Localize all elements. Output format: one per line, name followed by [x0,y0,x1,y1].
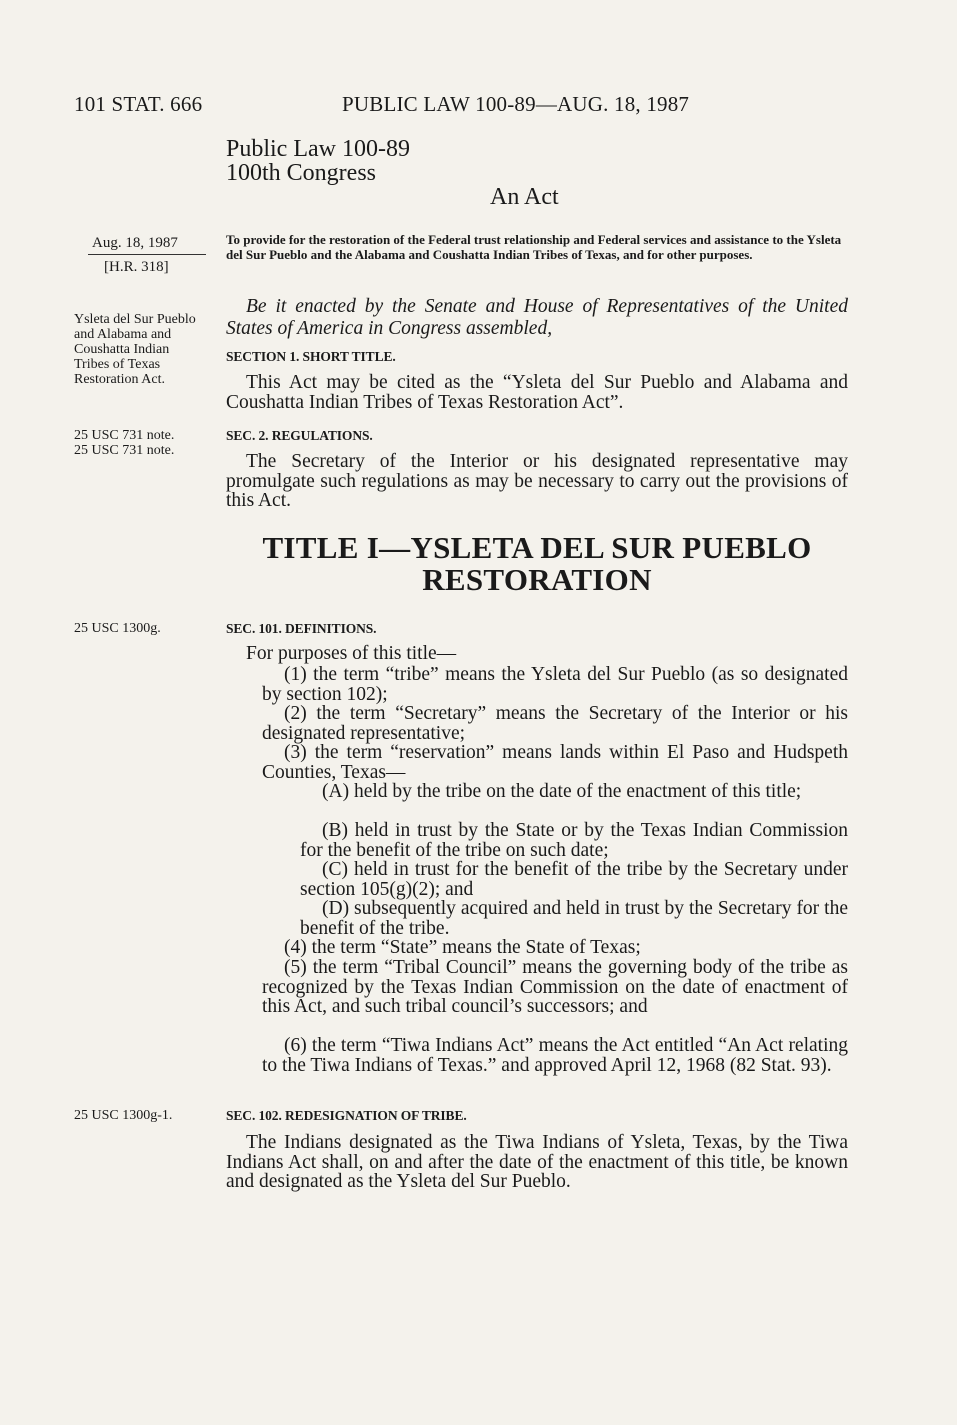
title-1-heading-line-1: TITLE I—YSLETA DEL SUR PUEBLO [262,530,812,565]
section-102-heading: SEC. 102. REDESIGNATION OF TRIBE. [226,1108,467,1123]
definition-5: (5) the term “Tribal Council” means the governing body of the tribe as recognized by the Texas Indian Commission on the date of enactment of this Act, and such tribal council’s successors; and [262,957,848,1017]
margin-usc-note-2: 25 USC 731 note. [74,443,175,458]
definition-3a: (A) held by the tribe on the date of the enactment of this title; [322,781,802,802]
section-2-heading: SEC. 2. REGULATIONS. [226,428,373,443]
running-title: PUBLIC LAW 100-89—AUG. 18, 1987 [342,92,690,116]
enacting-clause: Be it enacted by the Senate and House of Representatives of the United States of America in Congress assembled, [226,296,848,339]
section-102-text: The Indians designated as the Tiwa Indians of Ysleta, Texas, by the Tiwa Indians Act shall, on and after the date of the enactment of this title, be known and designated as the Ysleta del Sur Pueblo. [226,1132,848,1192]
definition-4: (4) the term “State” means the State of Texas; [284,937,641,958]
margin-short-title-note: Ysleta del Sur Pueblo and Alabama and Coushatta Indian Tribes of Texas Restoration Act. [74,312,196,387]
section-101-heading: SEC. 101. DEFINITIONS. [226,621,377,636]
public-law-number: Public Law 100-89 [226,136,410,162]
page-stat-reference: 101 STAT. 666 [74,92,203,116]
section-1-heading: SECTION 1. SHORT TITLE. [226,349,396,364]
margin-usc-1300g: 25 USC 1300g. [74,621,161,636]
act-purpose: To provide for the restoration of the Federal trust relationship and Federal services and assistance to the Ysleta del Sur Pueblo and the Alabama and Coushatta Indian Tribes of Texas, and for other purposes. [226,232,842,262]
definition-1: (1) the term “tribe” means the Ysleta del Sur Pueblo (as so designated by section 102); [262,664,848,705]
margin-bill-number: [H.R. 318] [104,259,169,275]
definition-3b: (B) held in trust by the State or by the Texas Indian Commission for the benefit of the tribe on such date; [300,820,848,861]
section-101-intro: For purposes of this title— [246,643,457,664]
congress-label: 100th Congress [226,160,376,186]
definition-2: (2) the term “Secretary” means the Secretary of the Interior or his designated representative; [262,703,848,744]
definition-6: (6) the term “Tiwa Indians Act” means the Act entitled “An Act relating to the Tiwa Indians of Texas.” and approved April 12, 1968 (82 Stat. 93). [262,1035,848,1076]
definition-3: (3) the term “reservation” means lands within El Paso and Hudspeth Counties, Texas— [262,742,848,783]
act-label: An Act [490,184,559,210]
margin-usc-1300g-1: 25 USC 1300g-1. [74,1108,173,1123]
definition-3d: (D) subsequently acquired and held in trust by the Secretary for the benefit of the tribe. [300,898,848,939]
margin-date: Aug. 18, 1987 [92,235,178,251]
title-1-heading-line-2: RESTORATION [422,562,652,597]
section-2-text: The Secretary of the Interior or his designated representative may promulgate such regulations as may be necessary to carry out the provisions of this Act. [226,451,848,511]
definition-3c: (C) held in trust for the benefit of the tribe by the Secretary under section 105(g)(2); and [300,859,848,900]
section-1-text: This Act may be cited as the “Ysleta del Sur Pueblo and Alabama and Coushatta Indian Tribes of Texas Restoration Act”. [226,372,848,413]
margin-usc-note-1: 25 USC 731 note. [74,428,175,443]
margin-divider [88,254,206,255]
